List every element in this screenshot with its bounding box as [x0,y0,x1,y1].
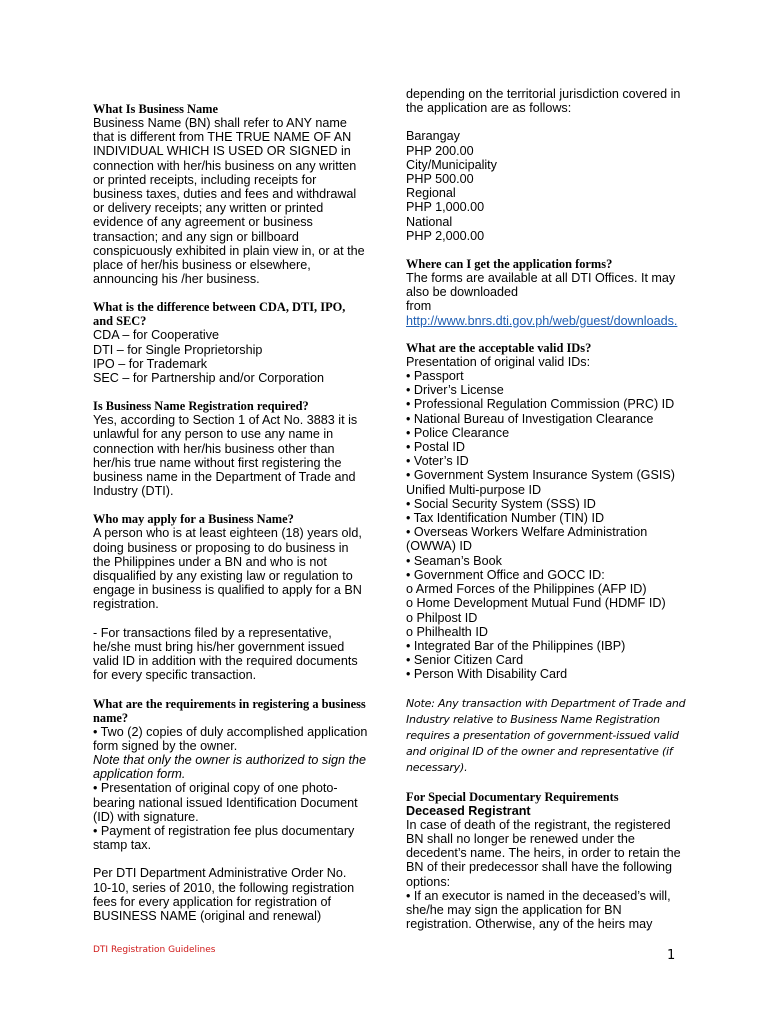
right-column [406,87,686,931]
fee-label-city: City/Municipality [406,157,497,172]
page-number: 1 [667,948,676,963]
valid-ids-intro: Presentation of original valid IDs: [406,354,591,369]
download-link[interactable]: http://www.bnrs.dti.gov.ph/web/guest/downloads. [406,313,678,328]
section-heading-valid-ids: What are the acceptable valid IDs? [406,340,592,355]
fee-value-barangay: PHP 200.00 [406,143,474,158]
valid-id-item: • National Bureau of Investigation Clearance [406,411,654,426]
valid-id-item: • Tax Identification Number (TIN) ID [406,511,605,526]
subheading-deceased-registrant: Deceased Registrant [406,803,531,818]
forms-download-line [406,299,686,327]
deceased-registrant-text: In case of death of the registrant, the registered BN shall no longer be renewed under the decedent’s name. The heirs, in order to retain the BN of their predecessor shall have the following options: [406,817,681,889]
left-column [93,102,368,923]
difference-item-dti: DTI – for Single Proprietorship [93,342,263,357]
section-heading-registration-required: Is Business Name Registration required? [93,399,309,414]
representative-text: - For transactions filed by a representative, he/she must bring his/her government issued valid ID in addition with the required documents for every specific transaction. [93,625,358,683]
fees-continuation-text: depending on the territorial jurisdiction covered in the application are as follows: [406,87,681,116]
difference-item-ipo: IPO – for Trademark [93,356,208,371]
valid-id-item: • Police Clearance [406,425,510,440]
section-heading-business-name: What Is Business Name [93,102,218,116]
requirement-item-fee: • Payment of registration fee plus documentary stamp tax. [93,823,355,853]
fee-value-regional: PHP 1,000.00 [406,200,485,215]
valid-id-item: • Voter’s ID [406,454,469,469]
valid-id-item: • Professional Regulation Commission (PRC) ID [406,397,675,412]
valid-id-item: • Postal ID [406,440,466,455]
fee-label-barangay: Barangay [406,129,460,144]
valid-id-item: • Driver’s License [406,383,504,398]
valid-id-item: • Seaman’s Book [406,553,502,568]
registration-required-text: Yes, according to Section 1 of Act No. 3883 it is unlawful for any person to use any name in connection with her/his business other than her/his true name without first registering the business name in the Department of Trade and Industry (DTI). [93,413,358,499]
valid-id-item: • Passport [406,369,464,384]
deceased-executor-text: • If an executor is named in the deceased’s will, she/he may sign the application for BN registration. Otherwise, any of the heirs may [406,888,671,932]
valid-id-item: o Home Development Mutual Fund (HDMF ID) [406,596,666,611]
valid-id-item: o Philpost ID [406,610,478,625]
valid-id-item: • Overseas Workers Welfare Administration (OWWA) ID [406,525,648,554]
valid-ids-list [406,369,686,681]
business-name-definition: Business Name (BN) shall refer to ANY name that is different from THE TRUE NAME OF AN INDIVIDUAL WHICH IS USED OR SIGNED in connection with her/his business on any written or printed receipts, including receipts for business taxes, duties and fees and withdrawal or delivery receipts; any written or printed evidence of any agreement or business transaction; and any sign or billboard conspicuously exhibited in plain view in, or at the place of her/his business or elsewhere, announcing his /her business. [93,116,365,287]
requirement-item-id: • Presentation of original copy of one photo-bearing national issued Identification Document (ID) with signature. [93,781,358,824]
forms-from-text: from [406,299,432,314]
valid-id-item: • Social Security System (SSS) ID [406,496,596,511]
section-heading-special-requirements: For Special Documentary Requirements [406,789,619,804]
section-heading-who-may-apply: Who may apply for a Business Name? [93,512,294,527]
section-heading-difference: What is the difference between CDA, DTI, IPO, and SEC? [93,300,346,329]
section-heading-requirements: What are the requirements in registering a business name? [93,696,366,725]
section-heading-forms: Where can I get the application forms? [406,257,613,272]
valid-id-item: o Armed Forces of the Philippines (AFP ID) [406,582,647,597]
forms-availability-text: The forms are available at all DTI Offices. It may also be downloaded [406,271,676,300]
valid-id-item: • Person With Disability Card [406,667,568,682]
requirement-item-forms: • Two (2) copies of duly accomplished application form signed by the owner. [93,724,368,753]
fee-label-national: National [406,214,453,229]
footer-title: DTI Registration Guidelines [93,945,216,955]
valid-id-item: • Government System Insurance System (GSIS) Unified Multi-purpose ID [406,468,675,497]
who-may-apply-text: A person who is at least eighteen (18) years old, doing business or proposing to do business in the Philippines under a BN and who is not disqualified by any existing law or regulation to engage in business is qualified to apply for a BN registration. [93,526,362,612]
fee-label-regional: Regional [406,186,456,201]
valid-id-note: Note: Any transaction with Department of Trade and Industry relative to Business Name Registration requires a presentation of government-issued valid and original ID of the owner and representative (if necessary). [406,696,686,774]
difference-item-cda: CDA – for Cooperative [93,328,219,343]
requirement-note-owner: Note that only the owner is authorized to sign the application form. [93,752,367,782]
fees-intro-text: Per DTI Department Administrative Order No. 10-10, series of 2010, the following registration fees for every application for registration of BUSINESS NAME (original and renewal) [93,866,355,923]
valid-id-item: o Philhealth ID [406,624,488,639]
valid-id-item: • Integrated Bar of the Philippines (IBP) [406,638,626,653]
difference-item-sec: SEC – for Partnership and/or Corporation [93,371,325,386]
valid-id-item: • Government Office and GOCC ID: [406,567,605,582]
fee-value-national: PHP 2,000.00 [406,228,485,243]
fee-value-city: PHP 500.00 [406,172,474,187]
valid-id-item: • Senior Citizen Card [406,653,524,668]
